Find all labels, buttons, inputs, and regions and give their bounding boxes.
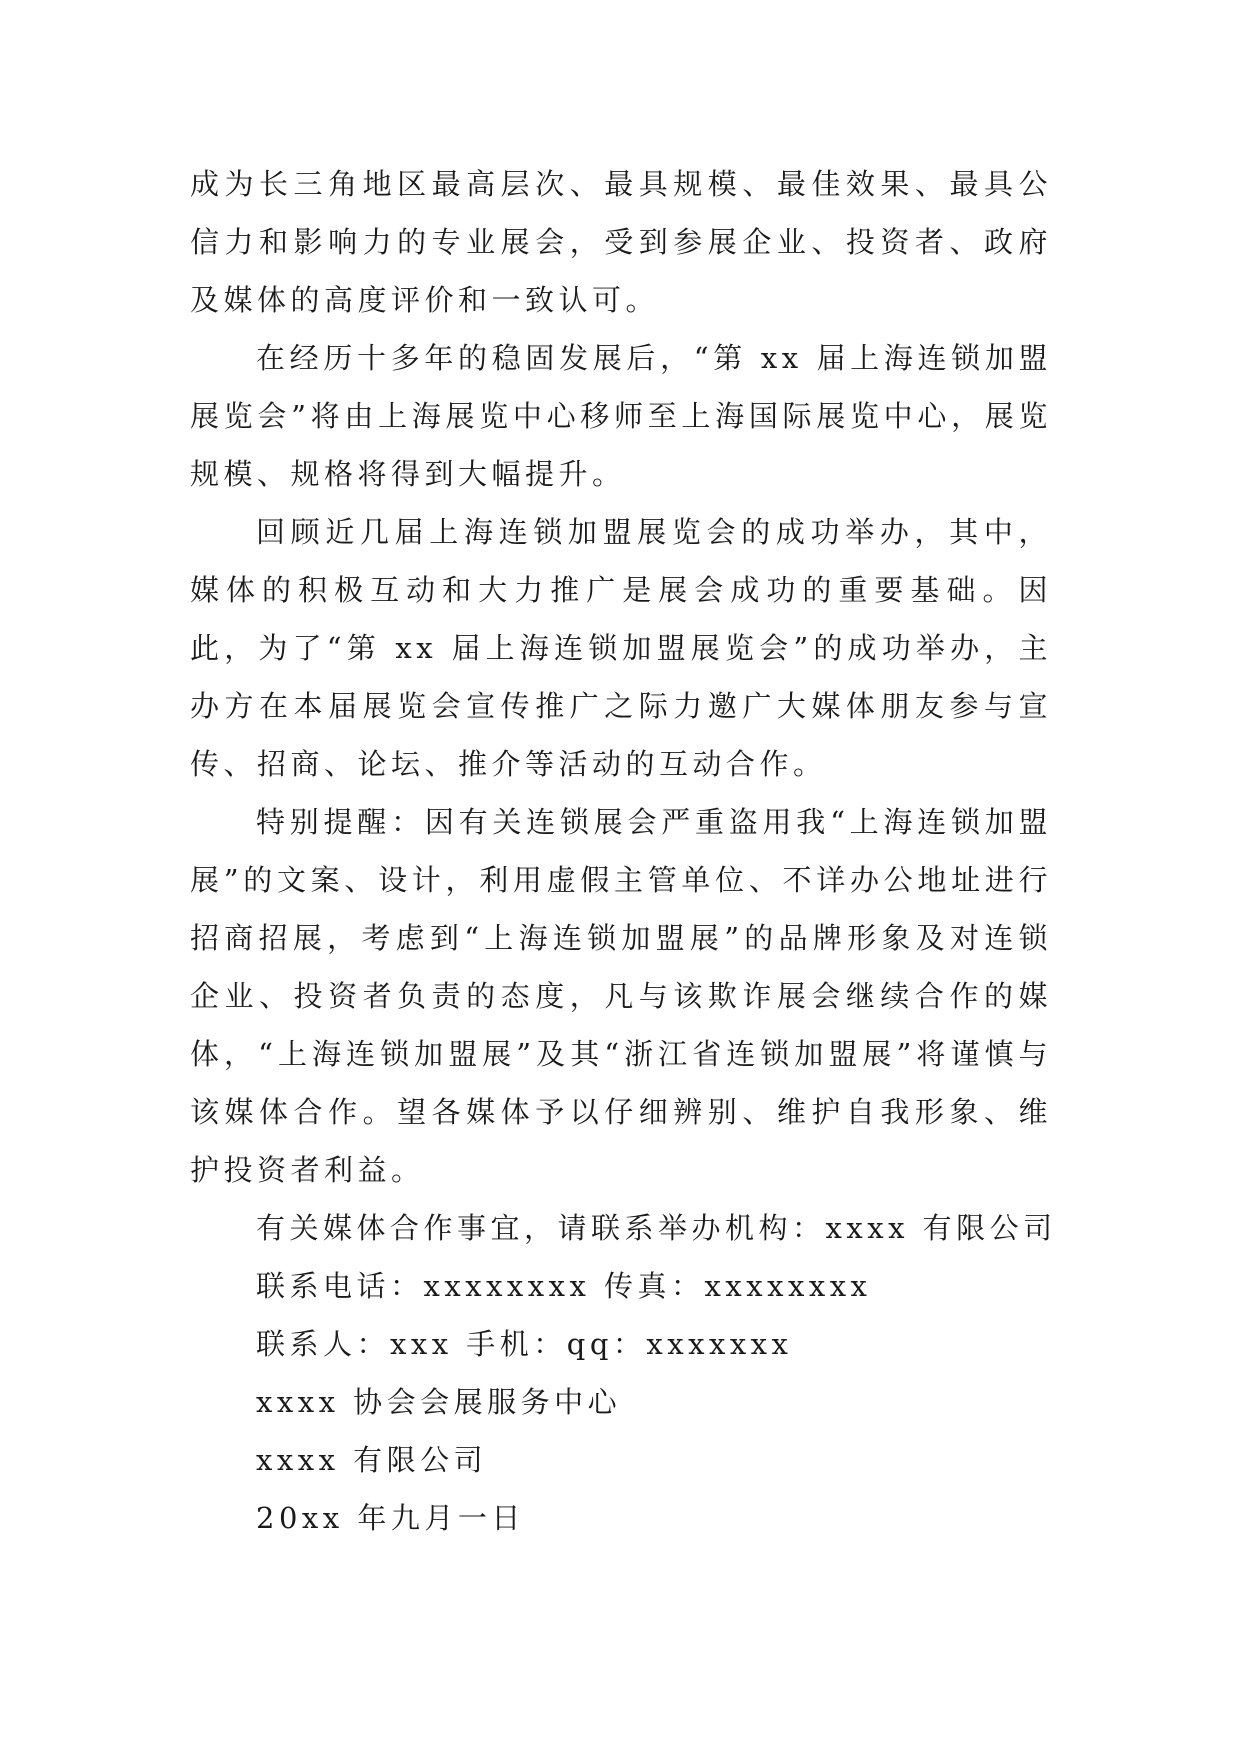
document-page [190, 155, 1057, 1547]
contact-person: 联系人：xxx 手机：qq：xxxxxxx [256, 1327, 793, 1361]
paragraph-special-reminder: 特别提醒：因有关连锁展会严重盗用我“上海连锁加盟展”的文案、设计，利用虚假主管单位、不详办公地址进行招商招展，考虑到“上海连锁加盟展”的品牌形象及对连锁企业、投资者负责的态度，凡与该欺诈展会继续合作的媒体，“上海连锁加盟展”及其“浙江省连锁加盟展”将谨慎与该媒体合作。望各媒体予以仔细辨别、维护自我形象、维护投资者利益。 [190, 805, 1052, 1187]
signature-date: 20xx 年九月一日 [256, 1501, 525, 1535]
signature-company: xxxx 有限公司 [256, 1443, 488, 1477]
paragraph-relocation: 在经历十多年的稳固发展后，“第 xx 届上海连锁加盟展览会”将由上海展览中心移师至上海国际展览中心，展览规模、规格将得到大幅提升。 [190, 341, 1052, 491]
contact-phone-fax: 联系电话：xxxxxxxx 传真：xxxxxxxx [256, 1269, 872, 1303]
paragraph-intro-continued: 成为长三角地区最高层次、最具规模、最佳效果、最具公信力和影响力的专业展会，受到参展企业、投资者、政府及媒体的高度评价和一致认可。 [190, 167, 1052, 317]
contact-organizer: 有关媒体合作事宜，请联系举办机构：xxxx 有限公司 [256, 1211, 1057, 1245]
signature-association: xxxx 协会会展服务中心 [256, 1385, 622, 1419]
paragraph-media-cooperation: 回顾近几届上海连锁加盟展览会的成功举办，其中，媒体的积极互动和大力推广是展会成功的重要基础。因此，为了“第 xx 届上海连锁加盟展览会”的成功举办，主办方在本届展览会宣传推广之际力邀广大媒体朋友参与宣传、招商、论坛、推介等活动的互动合作。 [190, 515, 1052, 781]
